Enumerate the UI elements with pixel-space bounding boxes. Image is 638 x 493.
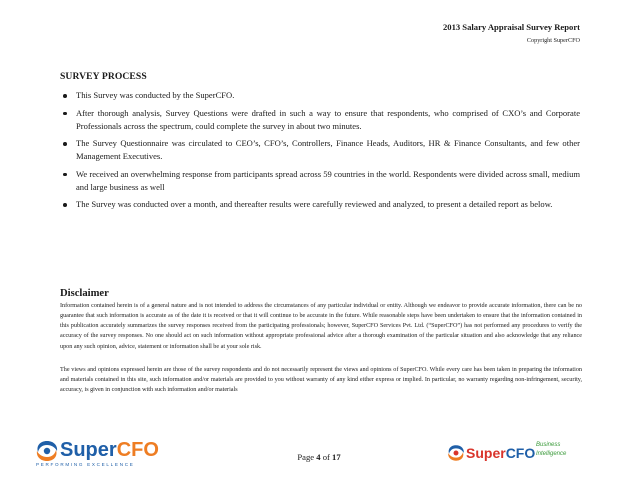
page-label: Page (297, 452, 315, 462)
bullet-icon (63, 203, 67, 207)
disclaimer-heading: Disclaimer (60, 288, 109, 299)
survey-process-list (60, 89, 580, 216)
list-item (60, 168, 580, 194)
copyright-notice: Copyright SuperCFO (526, 37, 580, 44)
disclaimer-paragraph: Information contained herein is of a general nature and is not intended to address the circumstances of any particular individual or entity. Although we endeavor to provide accurate information, there can be no guarantee that such information is accurate as of the date it is received or that it will continue to be accurate in the future. While reasonable steps have been undertaken to ensure that the information contained in this publication accurately summarizes the survey responses received from the participating professionals; however, SuperCFO Services Pvt. Ltd. (“SuperCFO”) has not performed any procedures to verify the accuracy of the survey responses. No one should act on such information without appropriate professional advice after a thorough examination of the particular situation and also acknowledge that any reliance upon any such opinion, advice, statement or information shall be at your sole risk. (60, 303, 582, 350)
list-item-text: After thorough analysis, Survey Questions were drafted in such a way to ensure that respondents, who comprised of CXO’s and Corporate Professionals across the spectrum, could complete the survey in about two minutes. (76, 107, 580, 131)
list-item (60, 89, 580, 102)
logo-cfo-text: CFO (116, 439, 159, 461)
bullet-icon (63, 173, 67, 177)
list-item-text: This Survey was conducted by the SuperCFO. (76, 90, 235, 100)
logo-super-text: Super (60, 439, 117, 461)
list-item-text: The Survey Questionnaire was circulated to CEO’s, CFO’s, Controllers, Finance Heads, Auditors, HR & Finance Consultants, and few other Management Executives. (76, 138, 580, 161)
logo-tagline: PERFORMING EXCELLENCE (36, 462, 135, 467)
logo-tag-intelligence: Intelligence (536, 451, 567, 457)
list-item-text: We received an overwhelming response from participants spread across 59 countries in the world. Respondents were divided across small, medium and large business as well (76, 168, 580, 192)
disclaimer-paragraph: The views and opinions expressed herein are those of the survey respondents and do not necessarily represent the views and opinions of SuperCFO. While every care has been taken in preparing the information and materials contained in this site, such information and/or materials are provided to you without warranty of any kind either express or implied. In particular, no warranty regarding non-infringement, security, accuracy, is given in conjunction with such information and/or materials (60, 367, 582, 394)
page-of-label: of (322, 452, 330, 462)
supercfo-logo-right (446, 440, 582, 466)
report-title: 2013 Salary Appraisal Survey Report (442, 22, 580, 32)
list-item (60, 198, 580, 211)
logo-tag-business: Business (536, 442, 561, 448)
bullet-icon (63, 94, 67, 98)
bullet-icon (63, 112, 67, 116)
list-item-text: The Survey was conducted over a month, and thereafter results were carefully reviewed and analyzed, to present a detailed report as below. (76, 199, 553, 209)
page-total: 17 (332, 452, 341, 462)
logo-swoosh-icon (446, 443, 466, 463)
report-header (443, 22, 580, 45)
page-current: 4 (316, 452, 321, 462)
list-item (60, 107, 580, 133)
bullet-icon (63, 142, 67, 146)
list-item (60, 137, 580, 163)
logo-super-text: Super (466, 445, 506, 461)
logo-cfo-text: CFO (505, 445, 536, 461)
survey-process-heading: SURVEY PROCESS (60, 71, 147, 82)
